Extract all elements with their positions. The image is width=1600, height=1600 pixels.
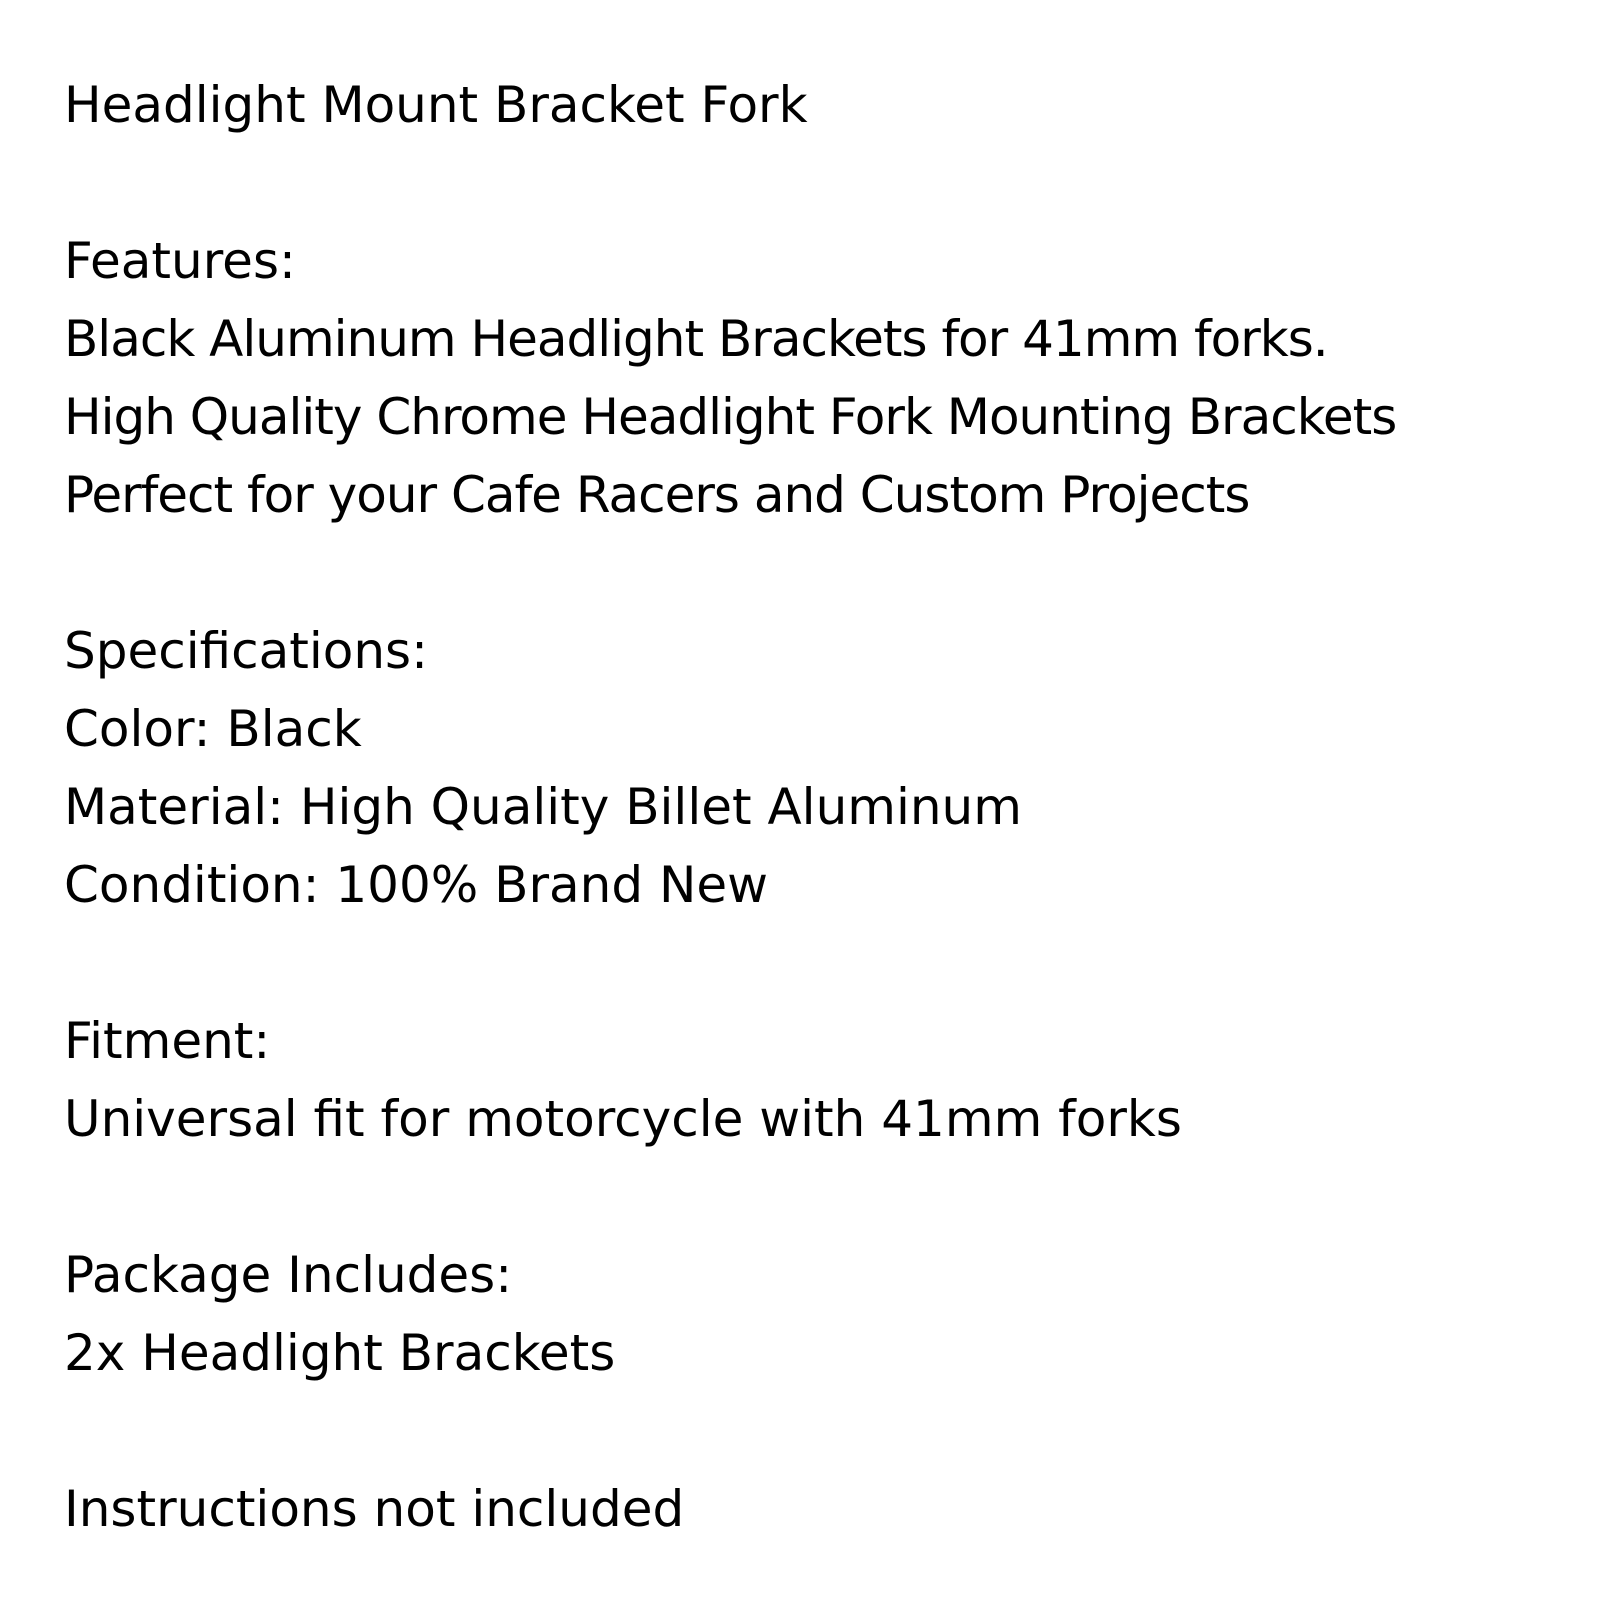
instructions-note: Instructions not included [64,1480,685,1538]
spacer [64,144,1580,222]
spec-color: Color: Black [64,700,362,758]
product-title: Headlight Mount Bracket Fork [64,76,808,134]
spec-condition: Condition: 100% Brand New [64,856,769,914]
features-line: High Quality Chrome Headlight Fork Mounting Brackets [64,388,1397,446]
fitment-line: Universal fit for motorcycle with 41mm forks [64,1090,1182,1148]
spacer [64,534,1580,612]
spacer [64,1392,1580,1470]
features-line: Perfect for your Cafe Racers and Custom Projects [64,466,1250,524]
product-description [64,66,1580,1548]
features-heading: Features: [64,232,296,290]
spacer [64,1158,1580,1236]
specifications-heading: Specifications: [64,622,428,680]
fitment-heading: Fitment: [64,1012,271,1070]
spec-material: Material: High Quality Billet Aluminum [64,778,1022,836]
package-heading: Package Includes: [64,1246,513,1304]
spacer [64,924,1580,1002]
package-line: 2x Headlight Brackets [64,1324,616,1382]
features-line: Black Aluminum Headlight Brackets for 41mm forks. [64,310,1328,368]
